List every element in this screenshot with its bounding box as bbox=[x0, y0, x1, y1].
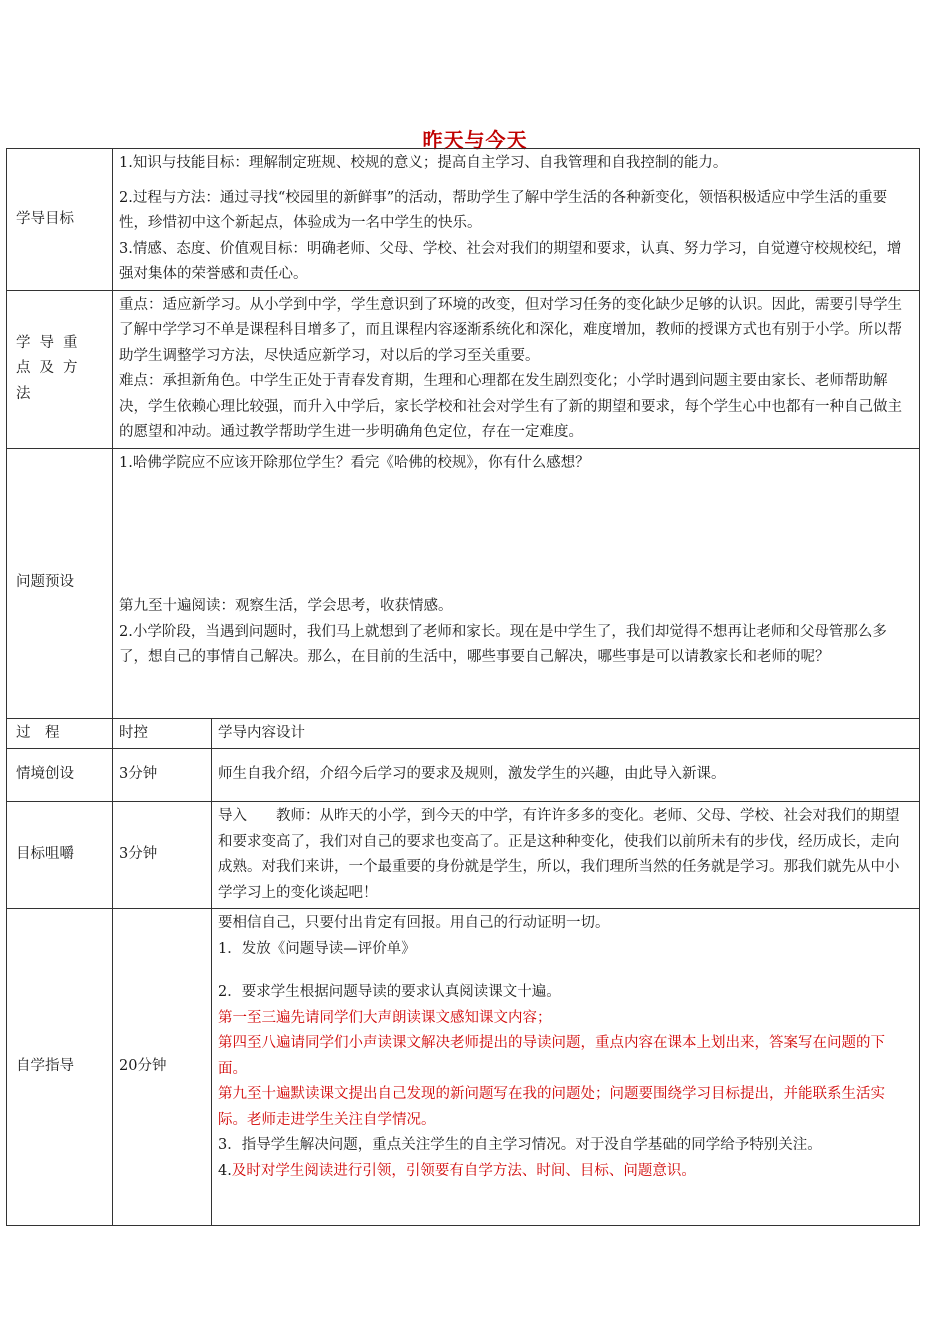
header-design: 学导内容设计 bbox=[212, 718, 920, 749]
process-header-row bbox=[7, 718, 920, 749]
target-row bbox=[7, 802, 920, 909]
self-study-red-2: 第四至八遍请同学们小声读课文解决老师提出的导读问题，重点内容在课本上划出来，答案写在问题的下面。 bbox=[218, 1035, 885, 1077]
goal-item-3: 3.情感、态度、价值观目标：明确老师、父母、学校、社会对我们的期望和要求，认真、努力学习，自觉遵守校规校纪，增强对集体的荣誉感和责任心。 bbox=[119, 240, 902, 282]
self-study-line-5-prefix: 4. bbox=[218, 1162, 232, 1179]
header-process: 过 程 bbox=[7, 718, 113, 749]
self-study-line-4: 3．指导学生解决问题，重点关注学生的自主学习情况。对于没自学基础的同学给予特别关注。 bbox=[218, 1137, 822, 1153]
situation-row bbox=[7, 749, 920, 802]
target-label: 目标咀嚼 bbox=[7, 802, 113, 909]
target-content: 导入 教师：从昨天的小学，到今天的中学，有许许多多的变化。老师、父母、学校、社会对我们的期望和要求变高了，我们对自己的要求也变高了。正是这种种变化，使我们以前所未有的步伐，经历成长，走向成熟。对我们来讲，一个最重要的身份就是学生，所以，我们理所当然的任务就是学习。那我们就先从中小学学习上的变化谈起吧！ bbox=[212, 802, 920, 909]
header-time: 时控 bbox=[113, 718, 212, 749]
self-study-line-5 bbox=[218, 1159, 913, 1185]
goals-content bbox=[113, 149, 920, 291]
key-points-label bbox=[7, 290, 113, 448]
reading-note: 第九至十遍阅读：观察生活，学会思考，收获情感。 bbox=[119, 598, 453, 614]
page-title: 昨天与今天 bbox=[422, 128, 528, 152]
situation-label: 情境创设 bbox=[7, 749, 113, 802]
self-study-red-1: 第一至三遍先请同学们大声朗读课文感知课文内容； bbox=[218, 1009, 552, 1026]
self-study-line-3: 2．要求学生根据问题导读的要求认真阅读课文十遍。 bbox=[218, 984, 561, 1000]
self-study-line-2: 1．发放《问题导读—评价单》 bbox=[218, 940, 416, 957]
self-study-time: 20分钟 bbox=[113, 909, 212, 1226]
key-points-label-text: 学导重点及方法 bbox=[16, 334, 87, 402]
goal-item-2: 2.过程与方法：通过寻找“校园里的新鲜事”的活动，帮助学生了解中学生活的各种新变化，领悟积极适应中学生活的重要性，珍惜初中这个新起点，体验成为一名中学生的快乐。 bbox=[119, 189, 888, 231]
self-study-line-5-red: 及时对学生阅读进行引领，引领要有自学方法、时间、目标、问题意识。 bbox=[231, 1162, 696, 1179]
questions-label: 问题预设 bbox=[7, 448, 113, 718]
key-point-focus: 重点：适应新学习。从小学到中学，学生意识到了环境的改变，但对学习任务的变化缺少足够的认识。因此，需要引导学生了解中学学习不单是课程科目增多了，而且课程内容逐渐系统化和深化，难度增加，教师的授课方式也有别于小学。所以帮助学生调整学习方法，尽快适应新学习，对以后的学习至关重要。 bbox=[119, 296, 902, 364]
self-study-row bbox=[7, 909, 920, 1226]
questions-row bbox=[7, 448, 920, 718]
self-study-red-3: 第九至十遍默读课文提出自己发现的新问题写在我的问题处；问题要围绕学习目标提出，并能联系生活实际。老师走进学生关注自学情况。 bbox=[218, 1086, 885, 1128]
goals-row bbox=[7, 149, 920, 291]
self-study-content bbox=[212, 909, 920, 1226]
situation-content: 师生自我介绍，介绍今后学习的要求及规则，激发学生的兴趣，由此导入新课。 bbox=[212, 749, 920, 802]
goal-item-1: 1.知识与技能目标：理解制定班规、校规的意义；提高自主学习、自我管理和自我控制的能力。 bbox=[119, 155, 728, 171]
target-time: 3分钟 bbox=[113, 802, 212, 909]
self-study-label: 自学指导 bbox=[7, 909, 113, 1226]
question-2: 2.小学阶段，当遇到问题时，我们马上就想到了老师和家长。现在是中学生了，我们却觉得不想再让老师和父母管那么多了，想自己的事情自己解决。那么，在目前的生活中，哪些事要自己解决，哪些事是可以请教家长和老师的呢？ bbox=[119, 623, 887, 665]
key-points-content bbox=[113, 290, 920, 448]
question-1: 1.哈佛学院应不应该开除那位学生？看完《哈佛的校规》，你有什么感想？ bbox=[119, 454, 590, 471]
key-points-row bbox=[7, 290, 920, 448]
lesson-plan-table bbox=[6, 148, 920, 1226]
situation-time: 3分钟 bbox=[113, 749, 212, 802]
key-point-difficulty: 难点：承担新角色。中学生正处于青春发育期，生理和心理都在发生剧烈变化；小学时遇到问题主要由家长、老师帮助解决，学生依赖心理比较强，而升入中学后，家长学校和社会对学生有了新的期望和要求，每个学生心中也都有一种自己做主的愿望和冲动。通过教学帮助学生进一步明确角色定位，存在一定难度。 bbox=[119, 373, 902, 440]
self-study-line-1: 要相信自己，只要付出肯定有回报。用自己的行动证明一切。 bbox=[218, 915, 610, 931]
goals-label: 学导目标 bbox=[7, 149, 113, 291]
answer-space bbox=[119, 476, 913, 594]
questions-content bbox=[113, 448, 920, 718]
